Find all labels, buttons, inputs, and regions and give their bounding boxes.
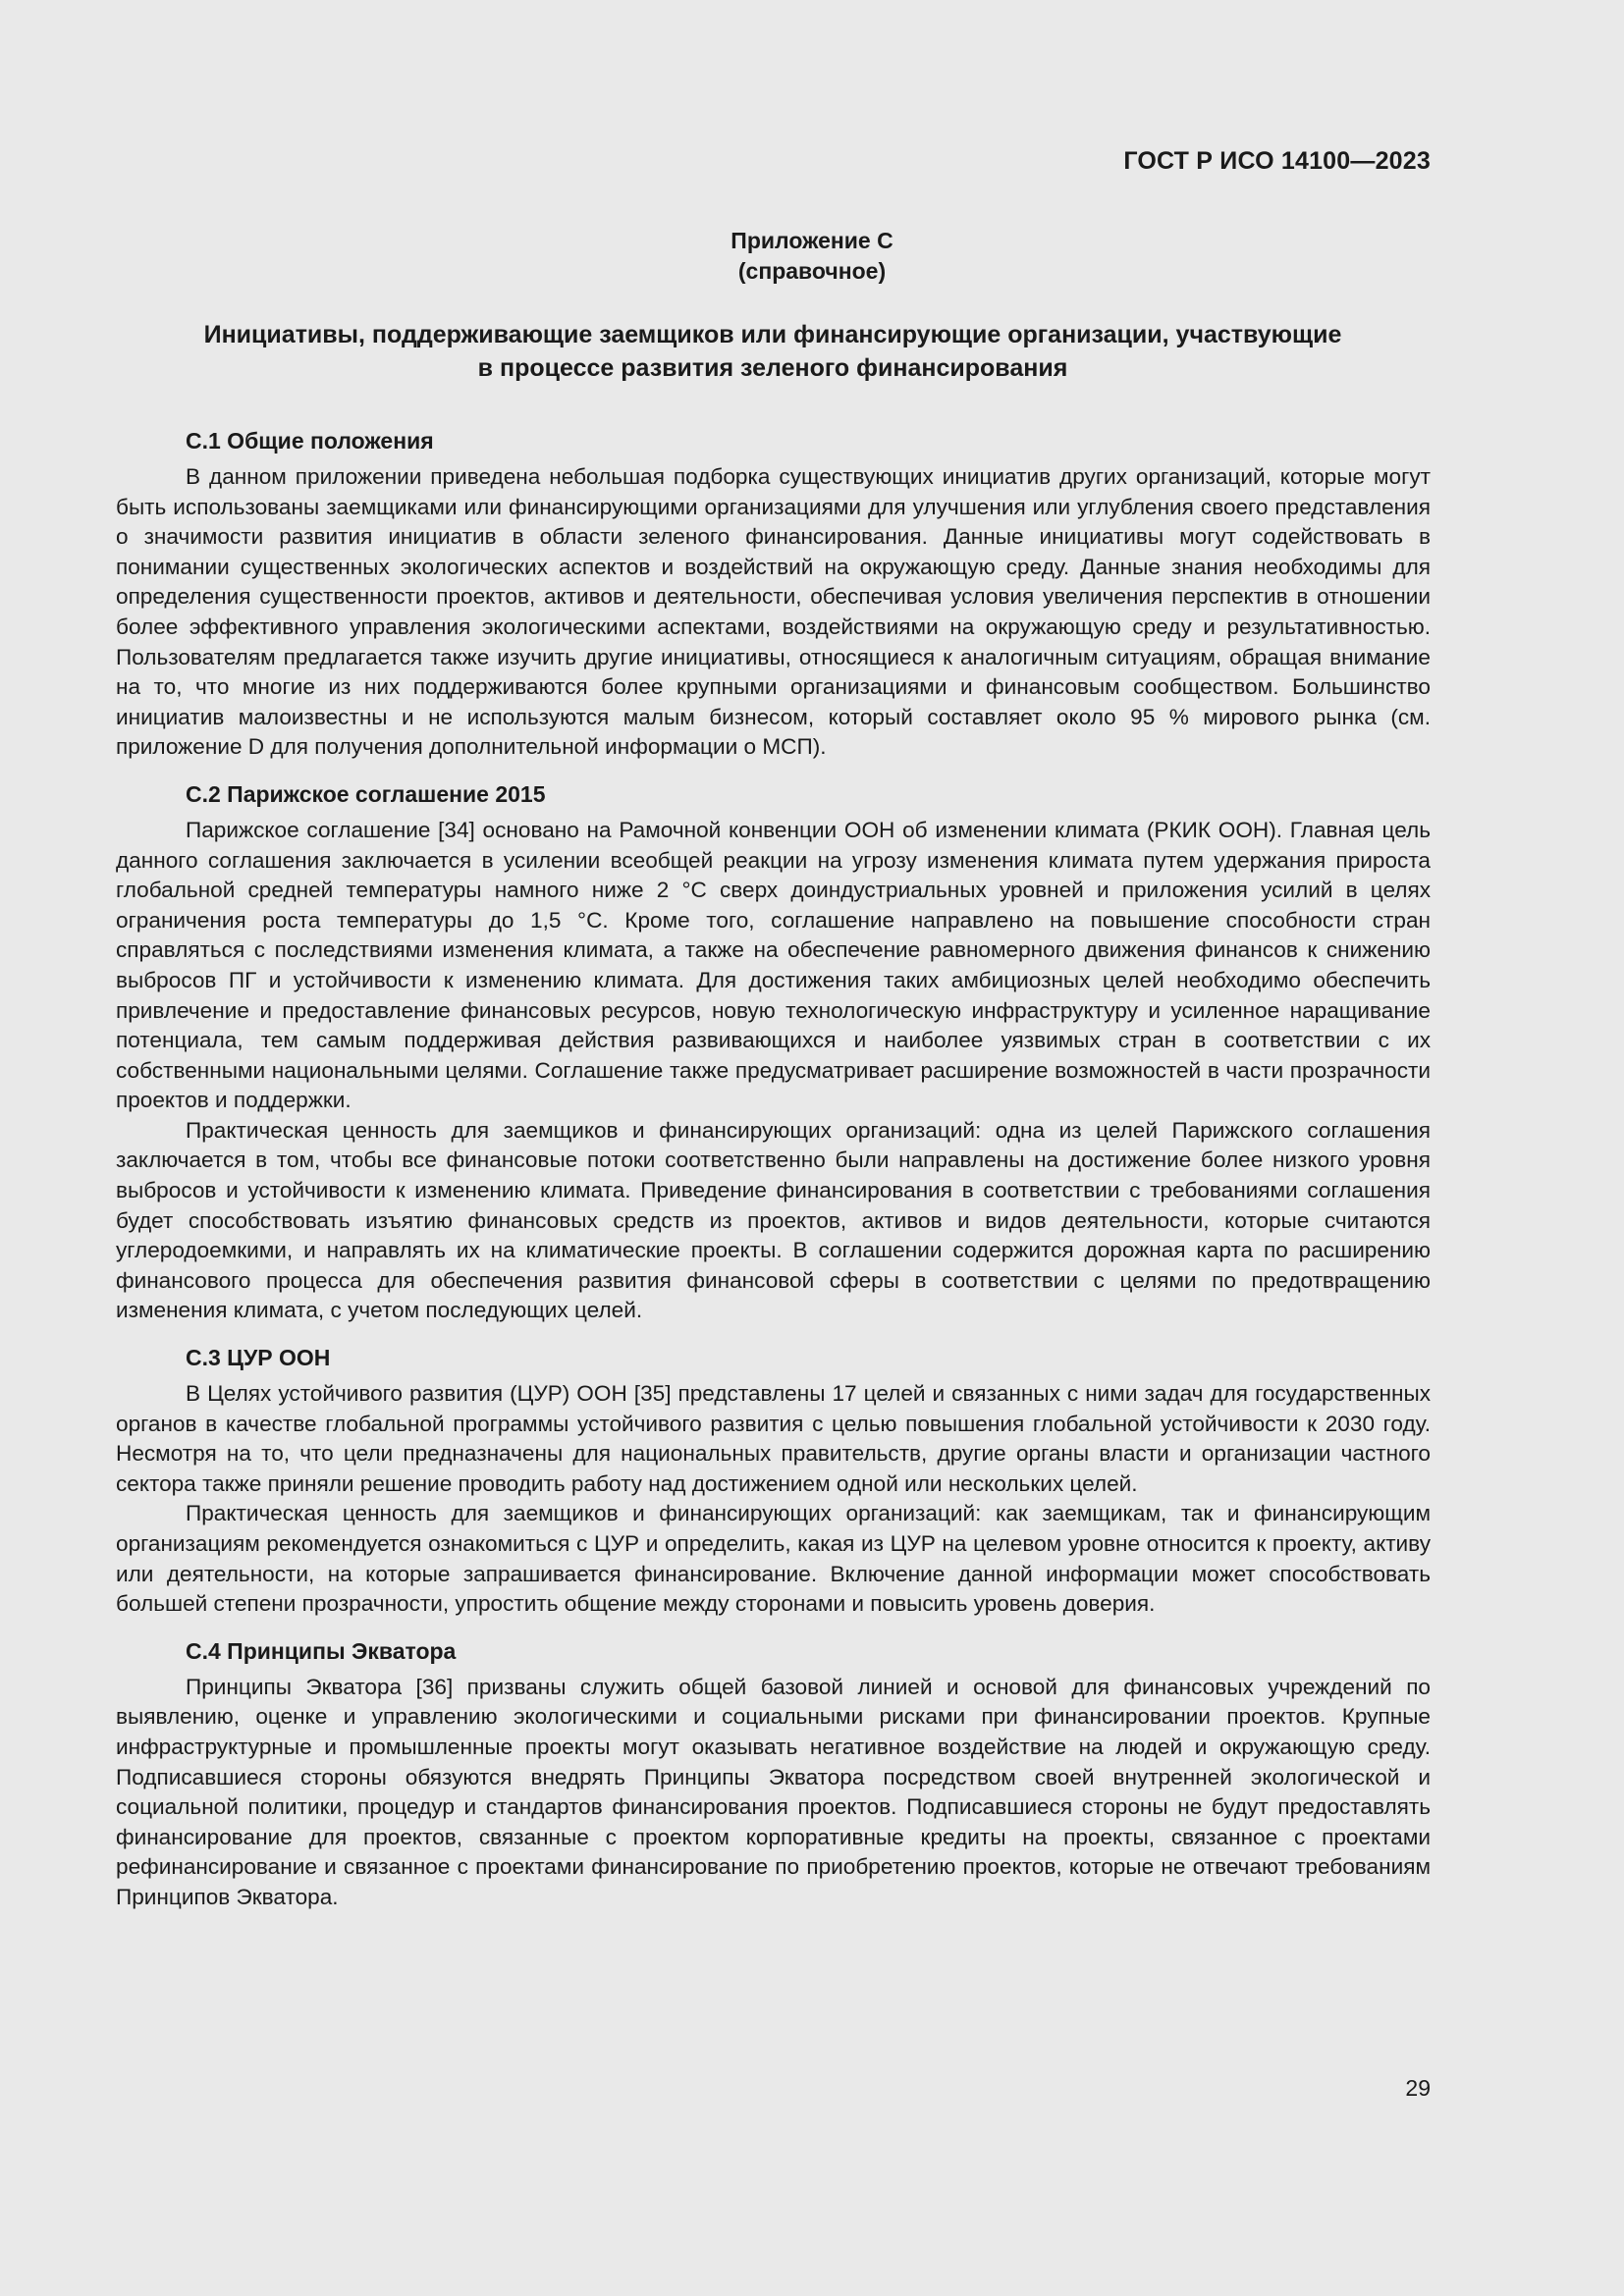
page-number: 29	[1405, 2075, 1431, 2101]
section-heading: С.1 Общие положения	[186, 428, 434, 454]
appendix-title-line-1: Инициативы, поддерживающие заемщиков или финансирующие организации, участвующие	[203, 321, 1342, 348]
section-heading: С.4 Принципы Экватора	[186, 1637, 457, 1664]
section-c4	[116, 1636, 1431, 1913]
paragraph: Принципы Экватора [36] призваны служить общей базовой линией и основой для финансовых учреждений по выявлению, оценке и управлению экологическими и социальными рисками при финансировании проектов. Крупные инфраструктурные и промышленные проекты могут оказывать негативное воздействие на людей и окружающую среду. Подписавшиеся стороны обязуются внедрять Принципы Экватора посредством своей внутренней экологической и социальной политики, процедур и стандартов финансирования проектов. Подписавшиеся стороны не будут предоставлять финансирование для проектов, связанные с проектом корпоративные кредиты на проекты, связанное с проектами рефинансирование и связанное с проектами финансирование по приобретению проектов, которые не отвечают требованиям Принципов Экватора.	[116, 1674, 1431, 1909]
section-c2	[116, 779, 1431, 1326]
section-heading: С.3 ЦУР ООН	[186, 1345, 331, 1371]
paragraph: В данном приложении приведена небольшая подборка существующих инициатив других организаций, которые могут быть использованы заемщиками или финансирующими организациями для улучшения или углубления своего представления о значимости развития инициатив в области зеленого финансирования. Данные инициативы могут содействовать в понимании существенных экологических аспектов и воздействий на окружающую среду. Данные знания необходимы для определения существенности проектов, активов и деятельности, обеспечивая условия увеличения перспектив в отношении более эффективного управления экологическими аспектами, воздействиями на окружающую среду и результативностью. Пользователям предлагается также изучить другие инициативы, относящиеся к аналогичным ситуациям, обращая внимание на то, что многие из них поддерживаются более крупными организациями и финансовым сообществом. Большинство инициатив малоизвестны и не используются малым бизнесом, который составляет около 95 % мирового рынка (см. приложение D для получения дополнительной информации о МСП).	[116, 464, 1431, 760]
paragraph: Парижское соглашение [34] основано на Рамочной конвенции ООН об изменении климата (РКИК ООН). Главная цель данного соглашения заключается в усилении всеобщей реакции на угрозу изменения климата путем удержания прироста глобальной средней температуры намного ниже 2 °С сверх доиндустриальных уровней и приложения усилий в целях ограничения роста температуры до 1,5 °С. Кроме того, соглашение направлено на повышение способности стран справляться с последствиями изменения климата, а также на обеспечение равномерного движения финансов к снижению выбросов ПГ и устойчивости к изменению климата. Для достижения таких амбициозных целей необходимо обеспечить привлечение и предоставление финансовых ресурсов, новую технологическую инфраструктуру и усиленное наращивание потенциала, тем самым поддерживая действия развивающихся и наиболее уязвимых стран в соответствии с их собственными национальными целями. Соглашение также предусматривает расширение возможностей в части прозрачности проектов и поддержки.	[116, 817, 1431, 1113]
paragraph: Практическая ценность для заемщиков и финансирующих организаций: как заемщикам, так и финансирующим организациям рекомендуется ознакомиться с ЦУР и определить, какая из ЦУР на целевом уровне относится к проекту, активу или деятельности, на которые запрашивается финансирование. Включение данной информации может способствовать большей степени прозрачности, упростить общение между сторонами и повысить уровень доверия.	[116, 1501, 1431, 1617]
appendix-type: (справочное)	[737, 258, 887, 284]
document-body	[116, 426, 1431, 1913]
section-heading: С.2 Парижское соглашение 2015	[186, 780, 546, 807]
appendix-title	[118, 318, 1428, 385]
appendix-label: Приложение С	[731, 228, 893, 253]
paragraph: В Целях устойчивого развития (ЦУР) ООН [35] представлены 17 целей и связанных с ними задач для государственных органов в качестве глобальной программы устойчивого развития с целью повышения глобальной устойчивости к 2030 году. Несмотря на то, что цели предназначены для национальных правительств, другие органы власти и организации частного сектора также приняли решение проводить работу над достижением одной или нескольких целей.	[116, 1381, 1431, 1496]
section-c1	[116, 426, 1431, 763]
appendix-title-line-2: в процессе развития зеленого финансирования	[477, 354, 1068, 382]
section-c3	[116, 1343, 1431, 1620]
appendix-header	[0, 226, 1624, 287]
paragraph: Практическая ценность для заемщиков и финансирующих организаций: одна из целей Парижского соглашения заключается в том, чтобы все финансовые потоки соответственно были направлены на достижение более низкого уровня выбросов и устойчивости к изменению климата. Приведение финансирования в соответствии с требованиями соглашения будет способствовать изъятию финансовых средств из проектов, активов и видов деятельности, которые считаются углеродоемкими, и направлять их на климатические проекты. В соглашении содержится дорожная карта по расширению финансового процесса для обеспечения развития финансовой сферы в соответствии с целями по предотвращению изменения климата, с учетом последующих целей.	[116, 1117, 1431, 1323]
document-code: ГОСТ Р ИСО 14100—2023	[1123, 147, 1431, 175]
